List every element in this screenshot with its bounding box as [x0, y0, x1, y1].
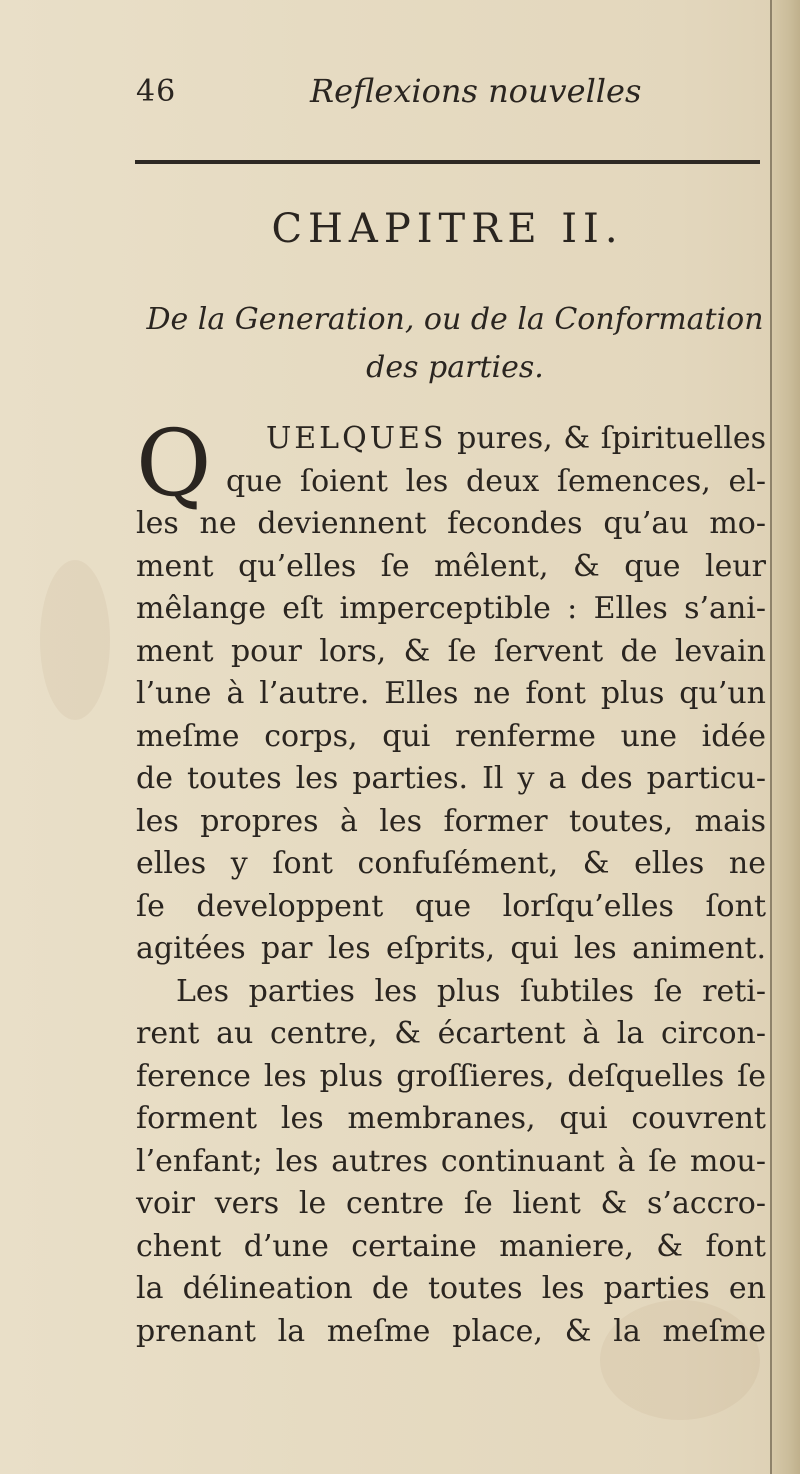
- text-line-content: pures, & ſpirituelles: [457, 421, 766, 456]
- text-line: ment qu’elles ſe mêlent, & que leur: [136, 548, 766, 584]
- text-line: ſe developpent que lorſqu’elles ſont: [136, 888, 766, 924]
- text-line: [136, 418, 766, 461]
- page-gutter: [770, 0, 800, 1474]
- paper-stain: [40, 560, 110, 720]
- text-line: la délineation de toutes les parties en: [136, 1271, 766, 1306]
- chapter-subtitle: [135, 296, 775, 392]
- chapter-title: CHAPITRE II.: [271, 206, 624, 252]
- text-line: ference les plus groſſieres, deſquelles ſe: [136, 1058, 766, 1094]
- text-line: les ne deviennent fecondes qu’au mo-: [136, 506, 766, 541]
- running-head: [130, 72, 760, 112]
- text-line: voir vers le centre ſe lient & s’accro-: [136, 1186, 766, 1221]
- text-line: rent au centre, & écartent à la circon-: [136, 1016, 766, 1051]
- body-text: [136, 410, 766, 1353]
- text-line: agitées par les eſprits, qui les animent.: [136, 931, 766, 966]
- text-line: l’enfant; les autres continuant à ſe mou-: [136, 1143, 766, 1179]
- text-line: Les parties les plus ſubtiles ſe reti-: [176, 973, 766, 1009]
- text-line: prenant la meſme place, & la meſme: [136, 1313, 766, 1349]
- text-line: chent d’une certaine maniere, & font: [136, 1228, 766, 1264]
- page-number: 46: [136, 74, 177, 109]
- text-line: forment les membranes, qui couvrent: [136, 1101, 766, 1136]
- header-rule: [135, 160, 760, 164]
- text-line: que ſoient les deux ſemences, el-: [226, 463, 766, 499]
- subtitle-line-2: des parties.: [366, 350, 544, 385]
- text-line: les propres à les former toutes, mais: [136, 803, 766, 839]
- drop-cap: Q: [136, 410, 212, 517]
- text-line: meſme corps, qui renferme une idée: [136, 718, 766, 754]
- running-title: Reflexions nouvelles: [310, 72, 642, 110]
- text-line: ment pour lors, & ſe ſervent de levain: [136, 633, 766, 669]
- lead-word: UELQUES: [266, 421, 447, 456]
- text-line: de toutes les parties. Il y a des particu-: [136, 761, 766, 796]
- subtitle-line-1: De la Generation, ou de la Conformation: [146, 302, 764, 337]
- text-line: mêlange eſt imperceptible : Elles s’ani-: [136, 591, 766, 626]
- text-line: l’une à l’autre. Elles ne font plus qu’un: [136, 676, 766, 711]
- text-line: elles y ſont confuſément, & elles ne: [136, 846, 766, 881]
